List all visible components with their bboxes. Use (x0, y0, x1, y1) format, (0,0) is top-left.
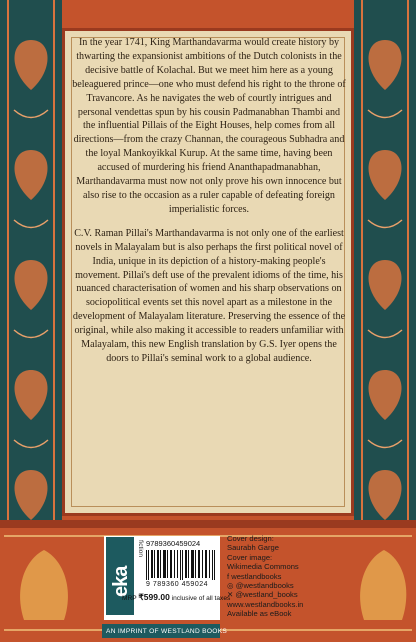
left-ornament-pattern (0, 0, 62, 520)
mrp-value: ₹599.00 (138, 592, 170, 602)
imprint-text: AN IMPRINT OF WESTLAND BOOKS (106, 628, 228, 635)
barcode-image (146, 550, 216, 580)
eka-brand-text: eka (110, 566, 132, 597)
social-instagram: ◎ @westlandbooks (227, 581, 294, 591)
isbn-text: 9789360459024 (146, 539, 201, 548)
mrp-note: inclusive of all taxes (171, 595, 231, 602)
credits-block (227, 534, 357, 619)
genre-label: fiction (137, 540, 144, 557)
credit-cover-image-source: Wikimedia Commons (227, 562, 299, 572)
barcode-number: 9 789360 459024 (146, 581, 208, 588)
mrp-prefix: MRP (122, 595, 137, 602)
right-ornament-pattern (354, 0, 416, 520)
bottom-divider (0, 520, 416, 528)
credit-cover-design-name: Saurabh Garge (227, 543, 279, 553)
social-facebook: f westlandbooks (227, 571, 282, 581)
eka-logo (106, 537, 134, 615)
ebook-note: Available as eBook (227, 609, 292, 619)
left-ornament-panel (0, 0, 62, 520)
right-ornament-panel (354, 0, 416, 520)
blurb-paragraph-2: C.V. Raman Pillai's Marthandavarma is not only one of the earliest novels in Malayalam but is also perhaps the first political novel of India, unique in its depiction of a history-making people's movement. Pillai's deft use of the prevalent idioms of the time, his nuanced characterisation of women and his sharp observations on sociopolitical events set this novel apart as a milestone in the development of Malayalam literature. Preserving the essence of the original, while also making it accessible to readers unfamiliar with Malayalam, this new English translation by G.S. Iyer opens the doors to Pillai's seminal work to a global audience. (72, 227, 346, 364)
website: www.westlandbooks.in (227, 599, 304, 609)
credit-cover-design-label: Cover design: (227, 534, 274, 543)
price-line (122, 592, 230, 603)
social-x: ✕ @westland_books (227, 590, 298, 600)
blurb-paragraph-1: In the year 1741, King Marthandavarma would create history by thwarting the expansionist ambitions of the Dutch colonists in the decisive battle of Kolachal. But we meet him here as a young beleaguered prince—one who must defend his right to the throne of Travancore. As he navigates the web of courtly intrigues and personal vendettas spun by his cousin Padmanabhan Thambi and the influential Pillais of the Eight Houses, help comes from all directions—from the crazy Channan, the courageous Subhadra and the loyal Mankoyikkal Kurup. At the same time, having been accused of murdering his friend Ananthapadmanabhan, Marthandavarma must now not only prove his own innocence but also rise to the occasion as a ruler capable of defeating foreign imperialistic forces. (72, 37, 346, 215)
credit-cover-image-label: Cover image: (227, 552, 273, 562)
blurb-text (72, 36, 346, 376)
